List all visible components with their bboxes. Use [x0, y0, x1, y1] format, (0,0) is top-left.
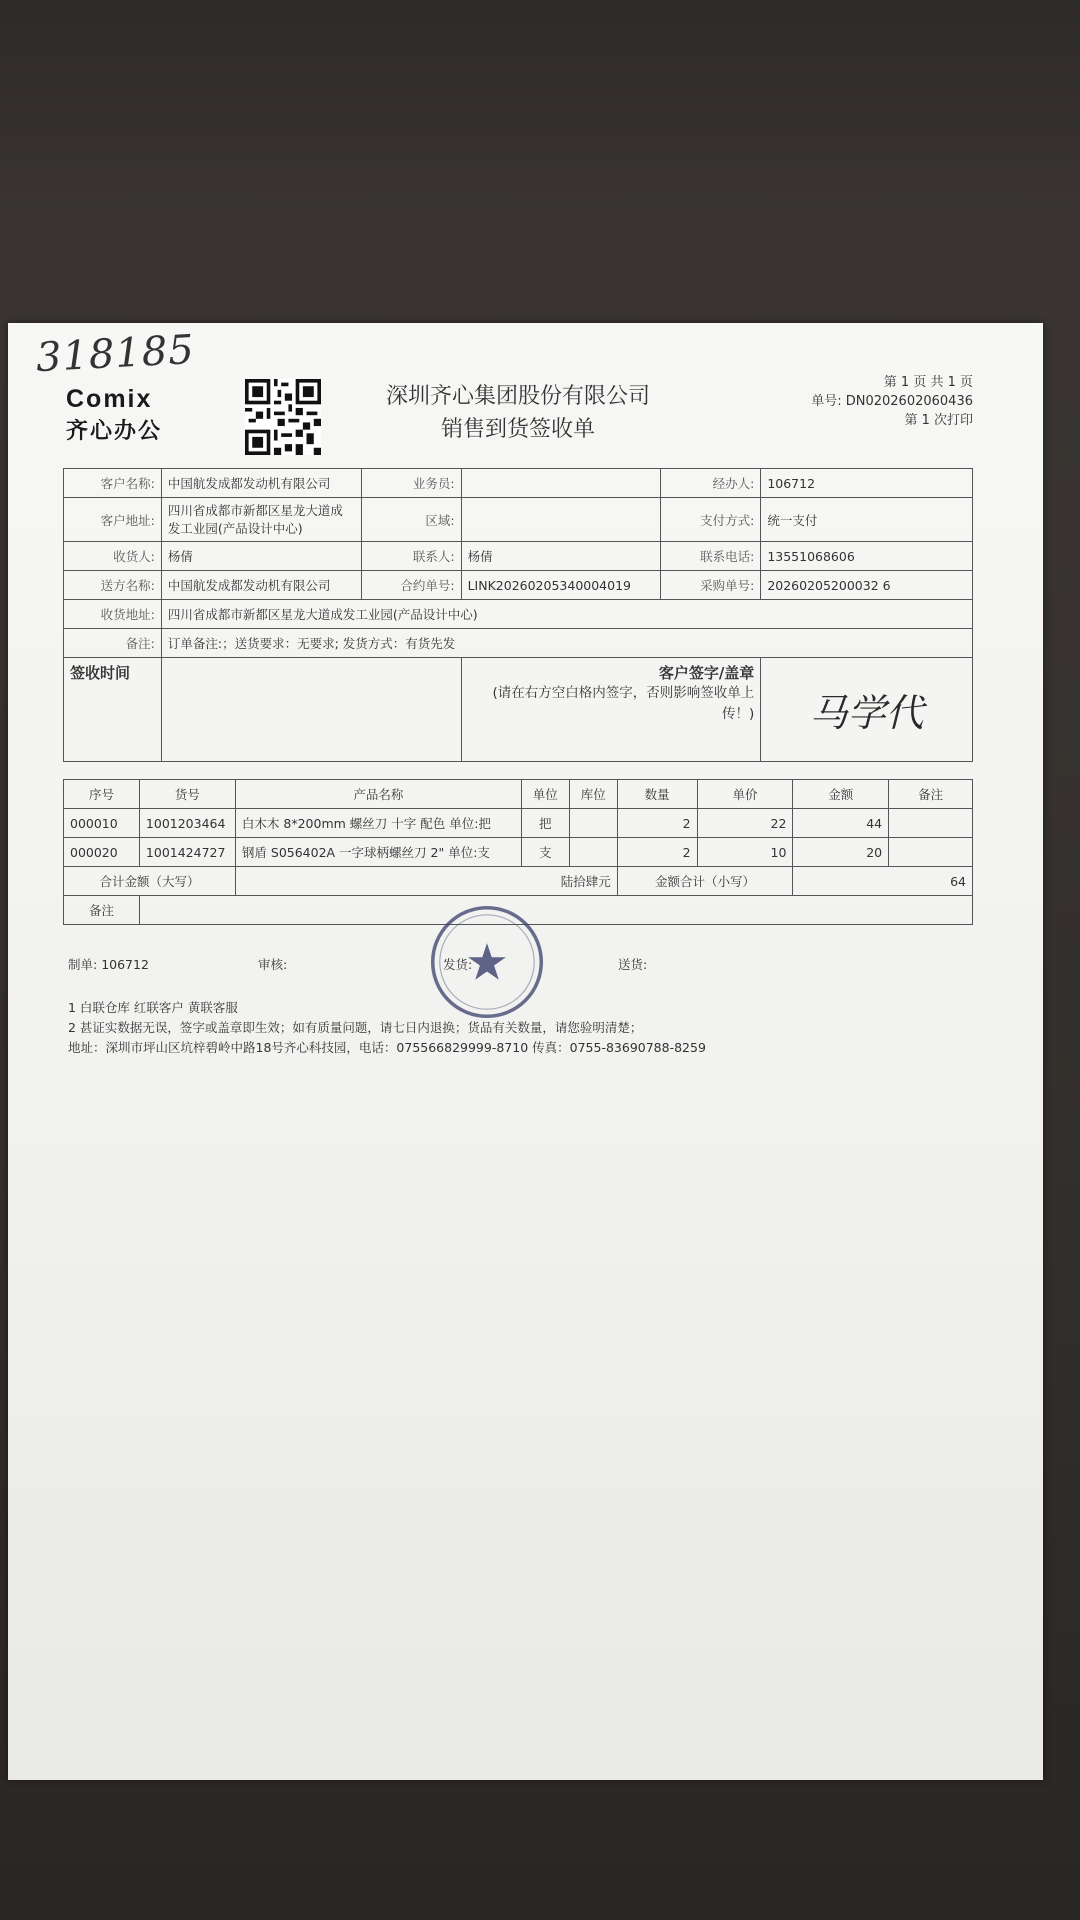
total-big-label: 合计金额（大写）: [64, 867, 236, 896]
cust-sign-label: 客户签字/盖章: [658, 664, 755, 682]
phone-label: 联系电话:: [661, 542, 761, 571]
audit-label: 审核:: [258, 957, 288, 972]
sign-time-label: 签收时间: [64, 658, 162, 762]
logo-cn: 齐心办公: [66, 419, 163, 444]
item-qty: 2: [617, 838, 697, 867]
payment: 统一支付: [761, 498, 973, 542]
total-small-label: 金额合计（小写）: [617, 867, 793, 896]
item-unit: 把: [521, 809, 569, 838]
handler-label: 经办人:: [661, 469, 761, 498]
total-row: [64, 867, 973, 896]
maker-label: 制单:: [68, 957, 98, 972]
item-amount: 44: [793, 809, 889, 838]
order-info: [798, 373, 973, 430]
table-row: [64, 838, 973, 867]
footer-line-2: 2 甚证实数据无误，签字或盖章即生效；如有质量问题，请七日内退换；货品有关数量，请您验明清楚；: [68, 1020, 643, 1035]
deliver-addr-label: 收货地址:: [64, 600, 162, 629]
item-name: 白木木 8*200mm 螺丝刀 十字 配色 单位:把: [235, 809, 521, 838]
item-code: 1001203464: [139, 809, 235, 838]
ship-to-label: 送方名称:: [64, 571, 162, 600]
item-unit: 支: [521, 838, 569, 867]
col-amount: 金额: [793, 780, 889, 809]
company-name: 深圳齐心集团股份有限公司: [385, 384, 650, 409]
bottom-remark-label: 备注: [64, 896, 140, 925]
item-seq: 000020: [64, 838, 140, 867]
contact-label: 联系人:: [361, 542, 461, 571]
delivery-receipt-paper: [8, 323, 1043, 1780]
handler: 106712: [761, 469, 973, 498]
items-header-row: [64, 780, 973, 809]
customer-addr-label: 客户地址:: [64, 498, 162, 542]
order-no-label: 单号:: [811, 394, 842, 409]
region: [461, 498, 661, 542]
footer-sign-row: [68, 955, 948, 973]
logo-brand: Comix: [66, 385, 153, 413]
footer-line-1: 1 白联仓库 红联客户 黄联客服: [68, 1000, 238, 1015]
item-note: [889, 809, 973, 838]
item-price: 10: [697, 838, 793, 867]
salesman-label: 业务员:: [361, 469, 461, 498]
remark: 订单备注:；送货要求：无要求; 发货方式：有货先发: [161, 629, 972, 658]
handwritten-signature: 马学代: [809, 691, 924, 735]
purchase-no: 20260205200032 6: [761, 571, 973, 600]
region-label: 区域:: [361, 498, 461, 542]
customer-info-table: [63, 468, 973, 762]
item-name: 钢盾 S056402A 一字球柄螺丝刀 2" 单位:支: [235, 838, 521, 867]
ship-label: 发货:: [443, 957, 473, 972]
ship-to: 中国航发成都发动机有限公司: [161, 571, 361, 600]
cust-sign-note: (请在右方空白格内签字，否则影响签收单上传！): [492, 685, 755, 722]
table-row: [64, 809, 973, 838]
document-title-block: [348, 379, 688, 443]
item-loc: [569, 838, 617, 867]
receiver-label: 收货人:: [64, 542, 162, 571]
deliver-addr: 四川省成都市新都区星龙大道成发工业园(产品设计中心): [161, 600, 972, 629]
customer-addr: 四川省成都市新都区星龙大道成发工业园(产品设计中心): [161, 498, 361, 542]
purchase-label: 采购单号:: [661, 571, 761, 600]
customer-sign-block: [461, 658, 761, 762]
contact: 杨倩: [461, 542, 661, 571]
item-seq: 000010: [64, 809, 140, 838]
doc-title: 销售到货签收单: [440, 417, 595, 442]
item-qty: 2: [617, 809, 697, 838]
total-big-value: 陆拾肆元: [235, 867, 617, 896]
print-count: 第 1 次打印: [904, 413, 973, 428]
deliver-label: 送货:: [618, 957, 648, 972]
footer-address: 地址：深圳市坪山区坑梓碧岭中路18号齐心科技园，电话：075566829999-8710 传真：0755-83690788-8259: [68, 1040, 706, 1055]
col-code: 货号: [139, 780, 235, 809]
col-seq: 序号: [64, 780, 140, 809]
salesman: [461, 469, 661, 498]
sign-time-field: [161, 658, 461, 762]
contract-label: 合约单号:: [361, 571, 461, 600]
comix-logo: [66, 385, 162, 445]
phone: 13551068606: [761, 542, 973, 571]
item-code: 1001424727: [139, 838, 235, 867]
item-loc: [569, 809, 617, 838]
total-small-value: 64: [793, 867, 973, 896]
page-info: 第 1 页 共 1 页: [883, 375, 973, 390]
col-note: 备注: [889, 780, 973, 809]
payment-label: 支付方式:: [661, 498, 761, 542]
item-amount: 20: [793, 838, 889, 867]
customer-name-label: 客户名称:: [64, 469, 162, 498]
item-price: 22: [697, 809, 793, 838]
receiver: 杨倩: [161, 542, 361, 571]
col-name: 产品名称: [235, 780, 521, 809]
order-no: DN0202602060436: [845, 394, 973, 409]
bottom-remark-value: [139, 896, 972, 925]
col-loc: 库位: [569, 780, 617, 809]
handwritten-number: 318185: [34, 326, 196, 382]
col-price: 单价: [697, 780, 793, 809]
customer-name: 中国航发成都发动机有限公司: [161, 469, 361, 498]
qr-code-icon: [245, 379, 321, 455]
item-note: [889, 838, 973, 867]
col-qty: 数量: [617, 780, 697, 809]
col-unit: 单位: [521, 780, 569, 809]
contract-no: LINK20260205340004019: [461, 571, 661, 600]
remark-label: 备注:: [64, 629, 162, 658]
maker: 106712: [101, 957, 149, 972]
signature-box: [761, 658, 973, 762]
